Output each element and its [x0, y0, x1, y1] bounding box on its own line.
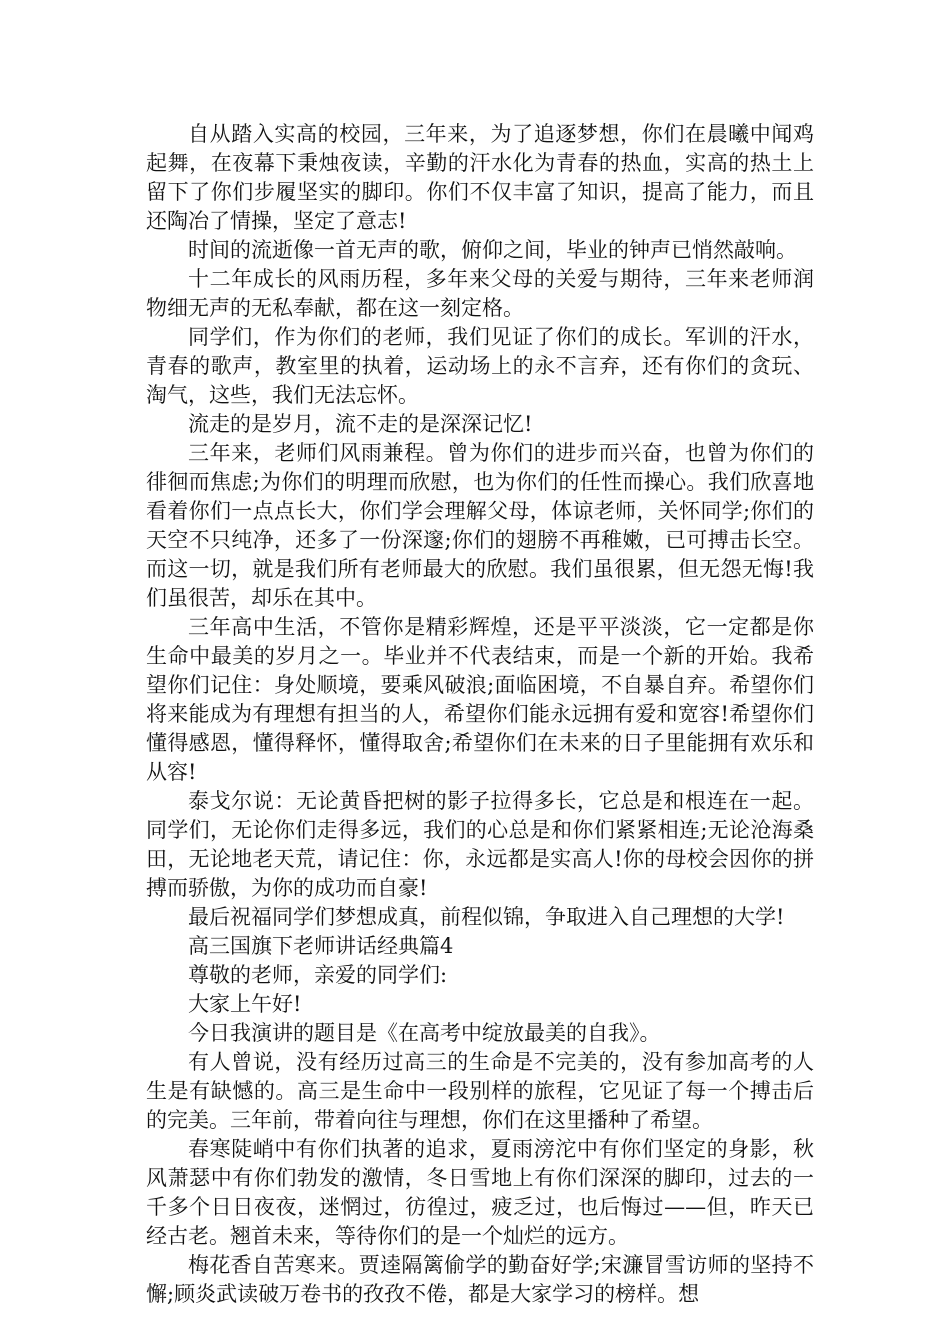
document-body [146, 120, 814, 1309]
paragraph: 春寒陡峭中有你们执著的追求，夏雨滂沱中有你们坚定的身影，秋风萧瑟中有你们勃发的激情，冬日雪地上有你们深深的脚印，过去的一千多个日日夜夜，迷惘过，彷徨过，疲乏过，也后悔过——但，昨天已经古老。翘首未来，等待你们的是一个灿烂的远方。 [146, 1137, 814, 1248]
salutation: 尊敬的老师，亲爱的同学们: [188, 963, 448, 987]
paragraph: 流走的是岁月，流不走的是深深记忆! [188, 412, 533, 436]
paragraph: 同学们，作为你们的老师，我们见证了你们的成长。军训的汗水，青春的歌声，教室里的执着，运动场上的永不言弃，还有你们的贪玩、淘气，这些，我们无法忘怀。 [146, 325, 814, 407]
paragraph: 泰戈尔说：无论黄昏把树的影子拉得多长，它总是和根连在一起。同学们，无论你们走得多远，我们的心总是和你们紧紧相连;无论沧海桑田，无论地老天荒，请记住：你，永远都是实高人!你的母校会因你的拼搏而骄傲，为你的成功而自豪! [146, 789, 814, 900]
paragraph: 梅花香自苦寒来。贾逵隔篱偷学的勤奋好学;宋濂冒雪访师的坚持不懈;顾炎武读破万卷书的孜孜不倦，都是大家学习的榜样。想 [146, 1253, 814, 1306]
greeting: 大家上午好! [188, 992, 302, 1016]
paragraph: 十二年成长的风雨历程，多年来父母的关爱与期待，三年来老师润物细无声的无私奉献，都在这一刻定格。 [146, 267, 814, 320]
paragraph: 自从踏入实高的校园，三年来，为了追逐梦想，你们在晨曦中闻鸡起舞，在夜幕下秉烛夜读，辛勤的汗水化为青春的热血，实高的热土上留下了你们步履坚实的脚印。你们不仅丰富了知识，提高了能力，而且还陶冶了情操，坚定了意志! [146, 122, 814, 233]
speech-topic: 今日我演讲的题目是《在高考中绽放最美的自我》。 [188, 1021, 661, 1045]
paragraph: 时间的流逝像一首无声的歌，俯仰之间，毕业的钟声已悄然敲响。 [188, 238, 797, 262]
paragraph: 三年高中生活，不管你是精彩辉煌，还是平平淡淡，它一定都是你生命中最美的岁月之一。毕业并不代表结束，而是一个新的开始。我希望你们记住：身处顺境，要乘风破浪;面临困境，不自暴自弃。希望你们将来能成为有理想有担当的人，希望你们能永远拥有爱和宽容!希望你们懂得感恩，懂得释怀，懂得取舍;希望你们在未来的日子里能拥有欢乐和从容! [146, 615, 814, 784]
paragraph: 有人曾说，没有经历过高三的生命是不完美的，没有参加高考的人生是有缺憾的。高三是生命中一段别样的旅程，它见证了每一个搏击后的完美。三年前，带着向往与理想，你们在这里播种了希望。 [146, 1050, 814, 1132]
paragraph: 最后祝福同学们梦想成真，前程似锦，争取进入自己理想的大学! [188, 905, 785, 929]
paragraph: 三年来，老师们风雨兼程。曾为你们的进步而兴奋，也曾为你们的徘徊而焦虑;为你们的明理而欣慰，也为你们的任性而操心。我们欣喜地看着你们一点点长大，你们学会理解父母，体谅老师，关怀同学;你们的天空不只纯净，还多了一份深邃;你们的翅膀不再稚嫩，已可搏击长空。而这一切，就是我们所有老师最大的欣慰。我们虽很累，但无怨无悔!我们虽很苦，却乐在其中。 [146, 441, 814, 610]
section-heading: 高三国旗下老师讲话经典篇4 [188, 934, 454, 958]
